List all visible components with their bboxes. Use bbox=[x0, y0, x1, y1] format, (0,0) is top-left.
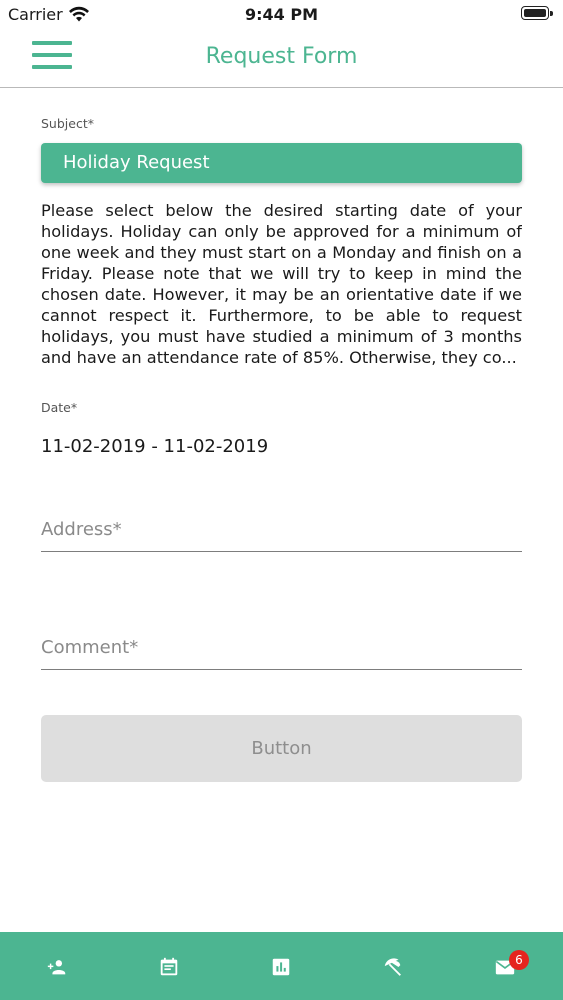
clock-time: 9:44 PM bbox=[244, 5, 318, 24]
date-label: Date* bbox=[41, 400, 78, 415]
date-range-picker[interactable]: 11-02-2019 - 11-02-2019 bbox=[41, 436, 269, 457]
tab-calendar[interactable] bbox=[112, 932, 224, 1000]
subject-label: Subject* bbox=[41, 116, 94, 131]
description-text: Please select below the desired starting date of your holidays. Holiday can only be approved for a minimum of one week and they must start on a Monday and finish on a Friday. Please note that we will try to keep in mind the chosen date. However, it may be an orientative date if we cannot respect it. Furthermore, to be able to request holidays, you must have studied a minimum of 3 months and have an attendance rate of 85%. Otherwise, they co... bbox=[41, 201, 522, 367]
tab-messages[interactable] bbox=[448, 932, 560, 1000]
tab-holidays[interactable] bbox=[336, 932, 448, 1000]
tab-stats[interactable] bbox=[224, 932, 336, 1000]
status-bar bbox=[0, 0, 563, 30]
subject-select[interactable]: Holiday Request bbox=[41, 143, 522, 183]
beach-umbrella-icon bbox=[382, 956, 404, 978]
page-title: Request Form bbox=[205, 44, 358, 69]
people-add-icon bbox=[46, 956, 68, 978]
tab-people[interactable] bbox=[0, 932, 112, 1000]
bottom-tab-bar bbox=[0, 932, 563, 1000]
calendar-icon bbox=[158, 956, 180, 978]
battery-icon bbox=[521, 6, 549, 20]
notification-badge: 6 bbox=[509, 950, 529, 970]
app-header bbox=[0, 30, 563, 88]
address-field[interactable] bbox=[41, 507, 522, 552]
carrier-label: Carrier bbox=[8, 5, 63, 24]
bar-chart-icon bbox=[270, 956, 292, 978]
comment-field[interactable] bbox=[41, 625, 522, 670]
submit-button[interactable]: Button bbox=[41, 715, 522, 782]
